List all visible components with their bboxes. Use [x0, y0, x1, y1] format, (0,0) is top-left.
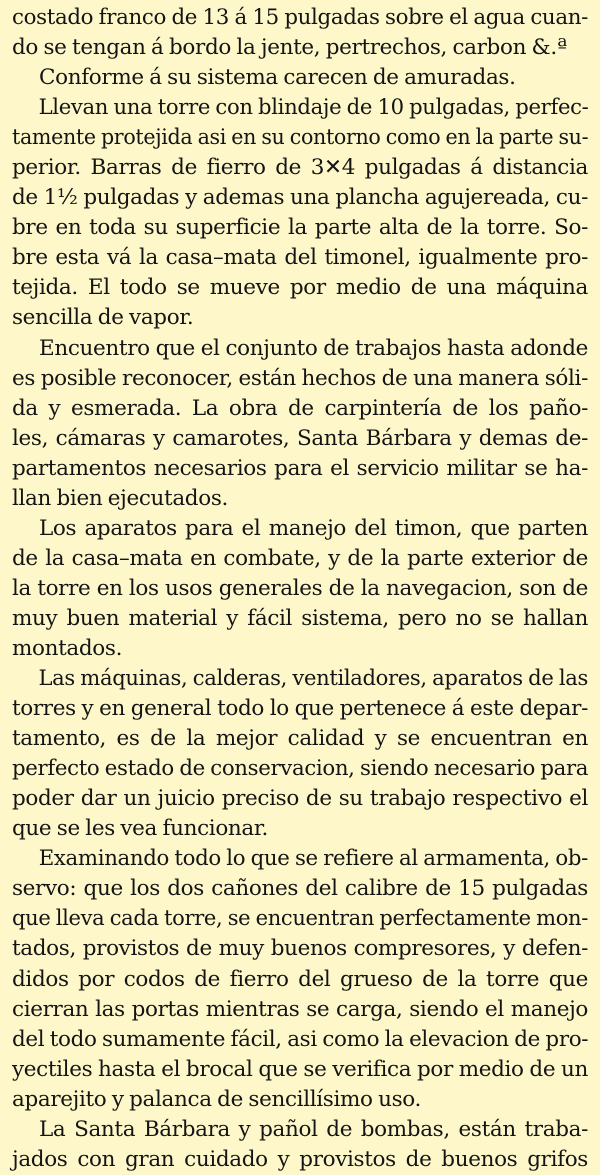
text-line: llan bien ejecutados.: [12, 485, 228, 511]
text-line: tejida. El todo se mueve por medio de una máquina: [12, 275, 588, 301]
paragraph: [12, 1115, 588, 1175]
text-line: aparejito y palanca de sencillísimo uso.: [12, 1086, 421, 1112]
paragraph: [12, 514, 588, 664]
text-line: sencilla de vapor.: [12, 305, 194, 331]
text-line: partamentos necesarios para el servicio militar se ha-: [12, 455, 588, 481]
text-line: muy buen material y fácil sistema, pero no se hallan: [12, 605, 588, 631]
text-line: montados.: [12, 635, 123, 661]
text-line: que lleva cada torre, se encuentran perfectamente mon-: [12, 906, 588, 932]
text-line: tados, provistos de muy buenos compresores, y defen-: [12, 936, 588, 962]
text-line: poder dar un juicio preciso de su trabajo respectivo el: [12, 786, 588, 812]
paragraph: [12, 3, 588, 63]
text-line: do se tengan á bordo la jente, pertrechos, carbon &.ª: [12, 35, 567, 61]
text-line: didos por codos de fierro del grueso de la torre que: [12, 966, 588, 992]
text-line: que se les vea funcionar.: [12, 816, 268, 842]
paragraph: [12, 63, 588, 93]
text-line: de la casa–mata en combate, y de la parte exterior de: [12, 545, 588, 571]
text-line: la torre en los usos generales de la navegacion, son de: [12, 575, 588, 601]
text-line: Las máquinas, calderas, ventiladores, aparatos de las: [38, 666, 589, 692]
text-line: servo: que los dos cañones del calibre de 15 pulgadas: [12, 876, 588, 902]
text-line: yectiles hasta el brocal que se verifica por medio de un: [12, 1056, 588, 1082]
text-line: cierran las portas mientras se carga, siendo el manejo: [12, 996, 588, 1022]
text-line: del todo sumamente fácil, asi como la elevacion de pro-: [12, 1026, 589, 1052]
text-line: Encuentro que el conjunto de trabajos hasta adonde: [39, 335, 588, 361]
body-text: [12, 3, 588, 1175]
text-line: tamento, es de la mejor calidad y se encuentran en: [12, 726, 588, 752]
text-line: Examinando todo lo que se refiere al armamenta, ob-: [38, 846, 589, 872]
paragraph: [12, 93, 588, 333]
text-line: Conforme á su sistema carecen de amuradas.: [39, 65, 516, 91]
text-line: perfecto estado de conservacion, siendo necesario para: [12, 756, 589, 782]
text-line: bre esta vá la casa–mata del timonel, igualmente pro-: [12, 245, 588, 271]
text-line: les, cámaras y camarotes, Santa Bárbara y demas de-: [12, 425, 588, 451]
paragraph: [12, 664, 588, 844]
paragraph: [12, 844, 588, 1114]
text-line: costado franco de 13 á 15 pulgadas sobre el agua cuan-: [12, 5, 588, 30]
text-line: torres y en general todo lo que pertenece á este depar-: [12, 696, 588, 722]
text-line: es posible reconocer, están hechos de una manera sóli-: [12, 365, 588, 391]
text-line: La Santa Bárbara y pañol de bombas, están traba-: [39, 1116, 588, 1142]
text-line: tamente protejida asi en su contorno como en la parte su-: [12, 125, 589, 151]
text-line: Los aparatos para el manejo del timon, que parten: [39, 515, 588, 541]
text-line: perior. Barras de fierro de 3✕4 pulgadas á distancia: [12, 155, 588, 181]
text-line: jados con gran cuidado y provistos de buenos grifos: [12, 1146, 588, 1172]
text-line: Llevan una torre con blindaje de 10 pulgadas, perfec-: [38, 95, 589, 121]
text-line: da y esmerada. La obra de carpintería de los paño-: [12, 395, 588, 421]
text-line: bre en toda su superficie la parte alta de la torre. So-: [12, 215, 588, 241]
paragraph: [12, 334, 588, 514]
text-line: de 1½ pulgadas y ademas una plancha agujereada, cu-: [12, 185, 588, 211]
